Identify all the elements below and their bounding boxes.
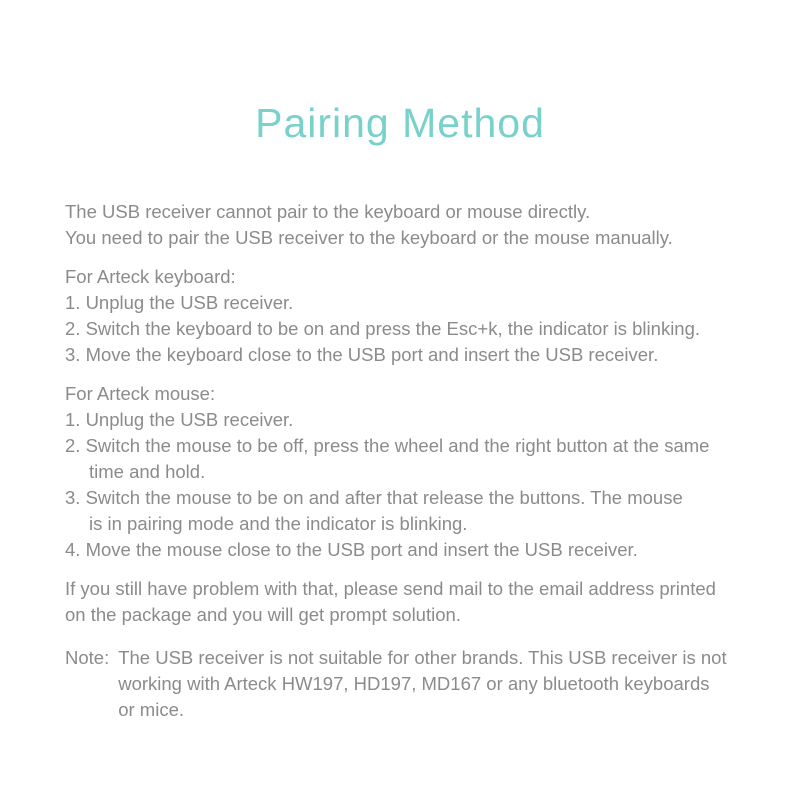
page-title: Pairing Method [255, 100, 545, 146]
mouse-section [65, 381, 740, 563]
intro-line-2: You need to pair the USB receiver to the keyboard or the mouse manually. [65, 227, 673, 248]
support-paragraph [65, 576, 740, 628]
note-label: Note: [65, 647, 110, 668]
mouse-heading: For Arteck mouse: [65, 383, 216, 404]
intro-paragraph [65, 199, 740, 251]
mouse-step-3-line-1: 3. Switch the mouse to be on and after that release the buttons. The mouse [65, 487, 683, 508]
mouse-step-4: 4. Move the mouse close to the USB port and insert the USB receiver. [65, 539, 638, 560]
keyboard-section [65, 264, 740, 368]
note-line-3: or mice. [118, 699, 185, 720]
note-paragraph [65, 645, 740, 723]
keyboard-heading: For Arteck keyboard: [65, 266, 236, 287]
keyboard-step-1: 1. Unplug the USB receiver. [65, 292, 294, 313]
note-line-2: working with Arteck HW197, HD197, MD167 or any bluetooth keyboards [118, 673, 710, 694]
intro-line-1: The USB receiver cannot pair to the keyboard or mouse directly. [65, 201, 591, 222]
mouse-step-2-line-1: 2. Switch the mouse to be off, press the wheel and the right button at the same [65, 435, 710, 456]
mouse-step-1: 1. Unplug the USB receiver. [65, 409, 294, 430]
instruction-body [0, 199, 800, 723]
mouse-step-3-line-2: is in pairing mode and the indicator is blinking. [89, 513, 468, 534]
note-body [118, 645, 740, 723]
support-line-2: on the package and you will get prompt solution. [65, 604, 461, 625]
keyboard-step-3: 3. Move the keyboard close to the USB port and insert the USB receiver. [65, 344, 659, 365]
note-line-1: The USB receiver is not suitable for other brands. This USB receiver is not [118, 647, 727, 668]
mouse-step-2-line-2: time and hold. [89, 461, 206, 482]
support-line-1: If you still have problem with that, please send mail to the email address printed [65, 578, 716, 599]
keyboard-step-2: 2. Switch the keyboard to be on and press the Esc+k, the indicator is blinking. [65, 318, 701, 339]
